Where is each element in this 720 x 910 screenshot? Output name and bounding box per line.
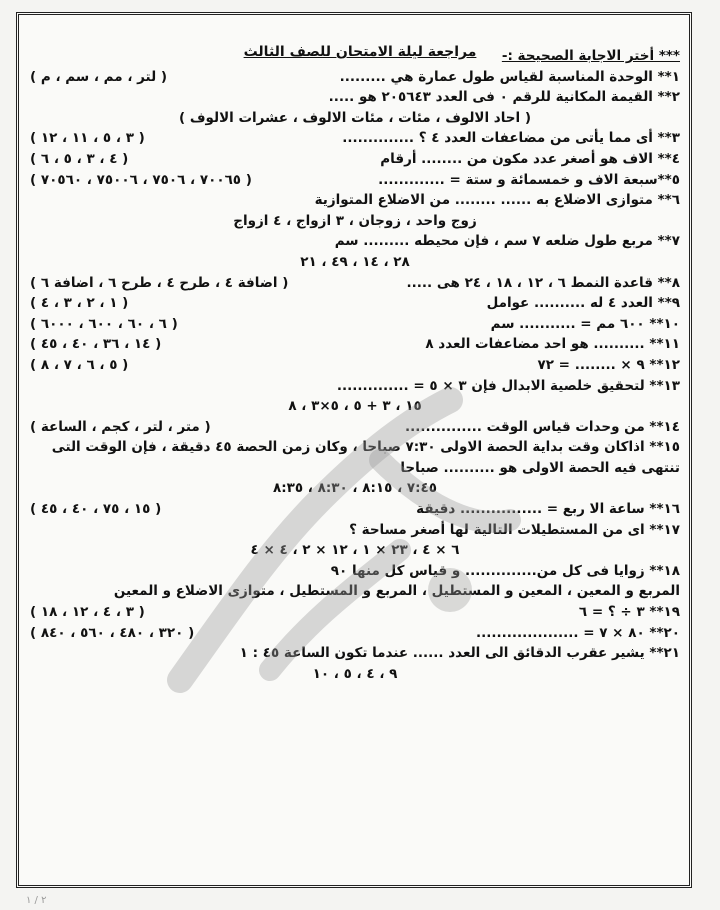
question-line [30, 376, 680, 397]
question-line [30, 540, 680, 561]
answer-options: ٢٨ ، ١٤ ، ٤٩ ، ٢١ [300, 253, 410, 270]
question-line [30, 561, 680, 582]
question-line [30, 396, 680, 417]
answer-options: ( ٤ ، ٣ ، ٥ ، ٦ ) [30, 150, 129, 167]
question-line [30, 643, 680, 664]
answer-options: ( ١ ، ٢ ، ٣ ، ٤ ) [30, 295, 129, 312]
question-line [30, 664, 680, 685]
answer-options: ( ٣٢٠ ، ٤٨٠ ، ٥٦٠ ، ٨٤٠ ) [30, 624, 195, 641]
question-text: ٤** الاف هو أصغر عدد مكون من ........ أرقام [380, 150, 680, 167]
question-text: ١٥** اذاكان وقت بداية الحصة الاولى ٧:٣٠ صباحا ، وكان زمن الحصة ٤٥ دقيقة ، فإن الوقت التى [51, 439, 680, 456]
answer-options: ٧:٤٥ ، ٨:١٥ ، ٨:٣٠ ، ٨:٣٥ [272, 480, 438, 497]
answer-options: ( ١٤ ، ٣٦ ، ٤٠ ، ٤٥ ) [30, 336, 162, 353]
question-line [30, 211, 680, 232]
question-text: ٦** متوازى الاضلاع به ...... ........ من الاضلاع المتوازية [314, 192, 680, 209]
question-text: ١٧** اى من المستطيلات التالية لها أصغر مساحة ؟ [349, 521, 680, 538]
question-text: ١٩** ٣ ÷ ؟ = ٦ [578, 604, 680, 621]
answer-options: ( احاد الالوف ، مئات ، مئات الالوف ، عشرات الالوف ) [178, 109, 532, 126]
question-text: ١٠** ٦٠٠ مم = ........... سم [490, 315, 680, 332]
question-text: ١١** .......... هو احد مضاعفات العدد ٨ [425, 336, 680, 353]
page-title: مراجعة ليلة الامتحان للصف الثالث [243, 44, 477, 60]
question-text: ٢١** يشير عقرب الدقائق الى العدد ...... عندما تكون الساعة ٤٥ : ١ [239, 645, 680, 662]
answer-options: ( ٦ ، ٦٠ ، ٦٠٠ ، ٦٠٠٠ ) [30, 315, 178, 332]
answer-options: زوج واحد ، زوجان ، ٣ ازواج ، ٤ ازواج [233, 212, 477, 229]
question-text: ٢** القيمة المكانية للرقم ٠ فى العدد ٢٠٥٦٤٣ هو ..... [328, 89, 680, 106]
answer-options: ( ٣ ، ٥ ، ١١ ، ١٢ ) [30, 130, 145, 147]
question-text: ١٣** لتحقيق خلصية الابدال فإن ٣ × ٥ = .............. [336, 377, 680, 394]
question-line [30, 293, 680, 314]
answer-options: ١٥ ، ٣ + ٥ ، ٥×٣ ، ٨ [288, 398, 422, 415]
question-line [30, 355, 680, 376]
question-line [30, 252, 680, 273]
question-line [30, 231, 680, 252]
question-line [30, 170, 680, 191]
question-line [30, 108, 680, 129]
answer-options: ( ٣ ، ٤ ، ١٢ ، ١٨ ) [30, 604, 145, 621]
question-text: ٥**سبعة الاف و خمسمائة و ستة = ............. [378, 171, 680, 188]
answer-options: ( ٧٠٠٦٥ ، ٧٥٠٦ ، ٧٥٠٠٦ ، ٧٠٥٦٠ ) [30, 171, 252, 188]
question-text: ٢٠** ٨٠ × ٧ = .................... [475, 624, 680, 641]
question-line [30, 623, 680, 644]
page-number: ٢ / ١ [26, 895, 47, 906]
question-text: تنتهى فيه الحصة الاولى هو .......... صباحا [400, 459, 680, 476]
answer-options: ٦ × ٤ ، ٢٣ × ١ ، ١٢ × ٢ ، ٤ × ٤ [250, 542, 460, 559]
question-line [30, 334, 680, 355]
question-line [30, 437, 680, 458]
question-line [30, 602, 680, 623]
question-line [30, 67, 680, 88]
question-line [30, 499, 680, 520]
question-line [30, 417, 680, 438]
question-text: ٧** مربع طول ضلعه ٧ سم ، فإن محيطه ......... سم [334, 233, 680, 250]
question-text: ١٦** ساعة الا ربع = ................ دقيقة [416, 501, 680, 518]
question-text: ١** الوحدة المناسبة لقياس طول عمارة هي ......... [339, 68, 680, 85]
question-text: ٣** أى مما يأتى من مضاعفات العدد ٤ ؟ .............. [342, 130, 680, 147]
worksheet-body [30, 46, 680, 684]
question-line [30, 314, 680, 335]
answer-options: ( لتر ، مم ، سم ، م ) [30, 68, 168, 85]
question-line [30, 520, 680, 541]
answer-options: ( اضافة ٤ ، طرح ٤ ، طرح ٦ ، اضافة ٦ ) [30, 274, 289, 291]
question-text: ١٤** من وحدات قياس الوقت ............... [405, 418, 680, 435]
question-line [30, 581, 680, 602]
question-text: المربع و المعين ، المعين و المستطيل ، المربع و المستطيل ، متوازى الاضلاع و المعين [113, 583, 680, 600]
answer-options: ( ٥ ، ٦ ، ٧ ، ٨ ) [30, 356, 129, 373]
question-line [30, 478, 680, 499]
question-line [30, 87, 680, 108]
section-header: *** أختر الاجابة الصحيحة :- [501, 48, 680, 64]
question-line [30, 190, 680, 211]
question-list [30, 67, 680, 685]
question-text: ٨** قاعدة النمط ٦ ، ١٢ ، ١٨ ، ٢٤ هى ..... [406, 274, 680, 291]
question-line [30, 273, 680, 294]
question-text: ١٨** زوايا فى كل من.............. و قياس كل منها ٩٠ [330, 562, 680, 579]
question-line [30, 128, 680, 149]
question-text: ١٢** ٩ × ........ = ٧٢ [537, 356, 680, 373]
answer-options: ( ١٥ ، ٧٥ ، ٤٠ ، ٤٥ ) [30, 501, 162, 518]
answer-options: ( متر ، لتر ، كجم ، الساعة ) [30, 418, 211, 435]
question-line [30, 458, 680, 479]
question-line [30, 149, 680, 170]
answer-options: ٩ ، ٤ ، ٥ ، ١٠ [312, 665, 398, 682]
question-text: ٩** العدد ٤ له .......... عوامل [486, 295, 680, 312]
